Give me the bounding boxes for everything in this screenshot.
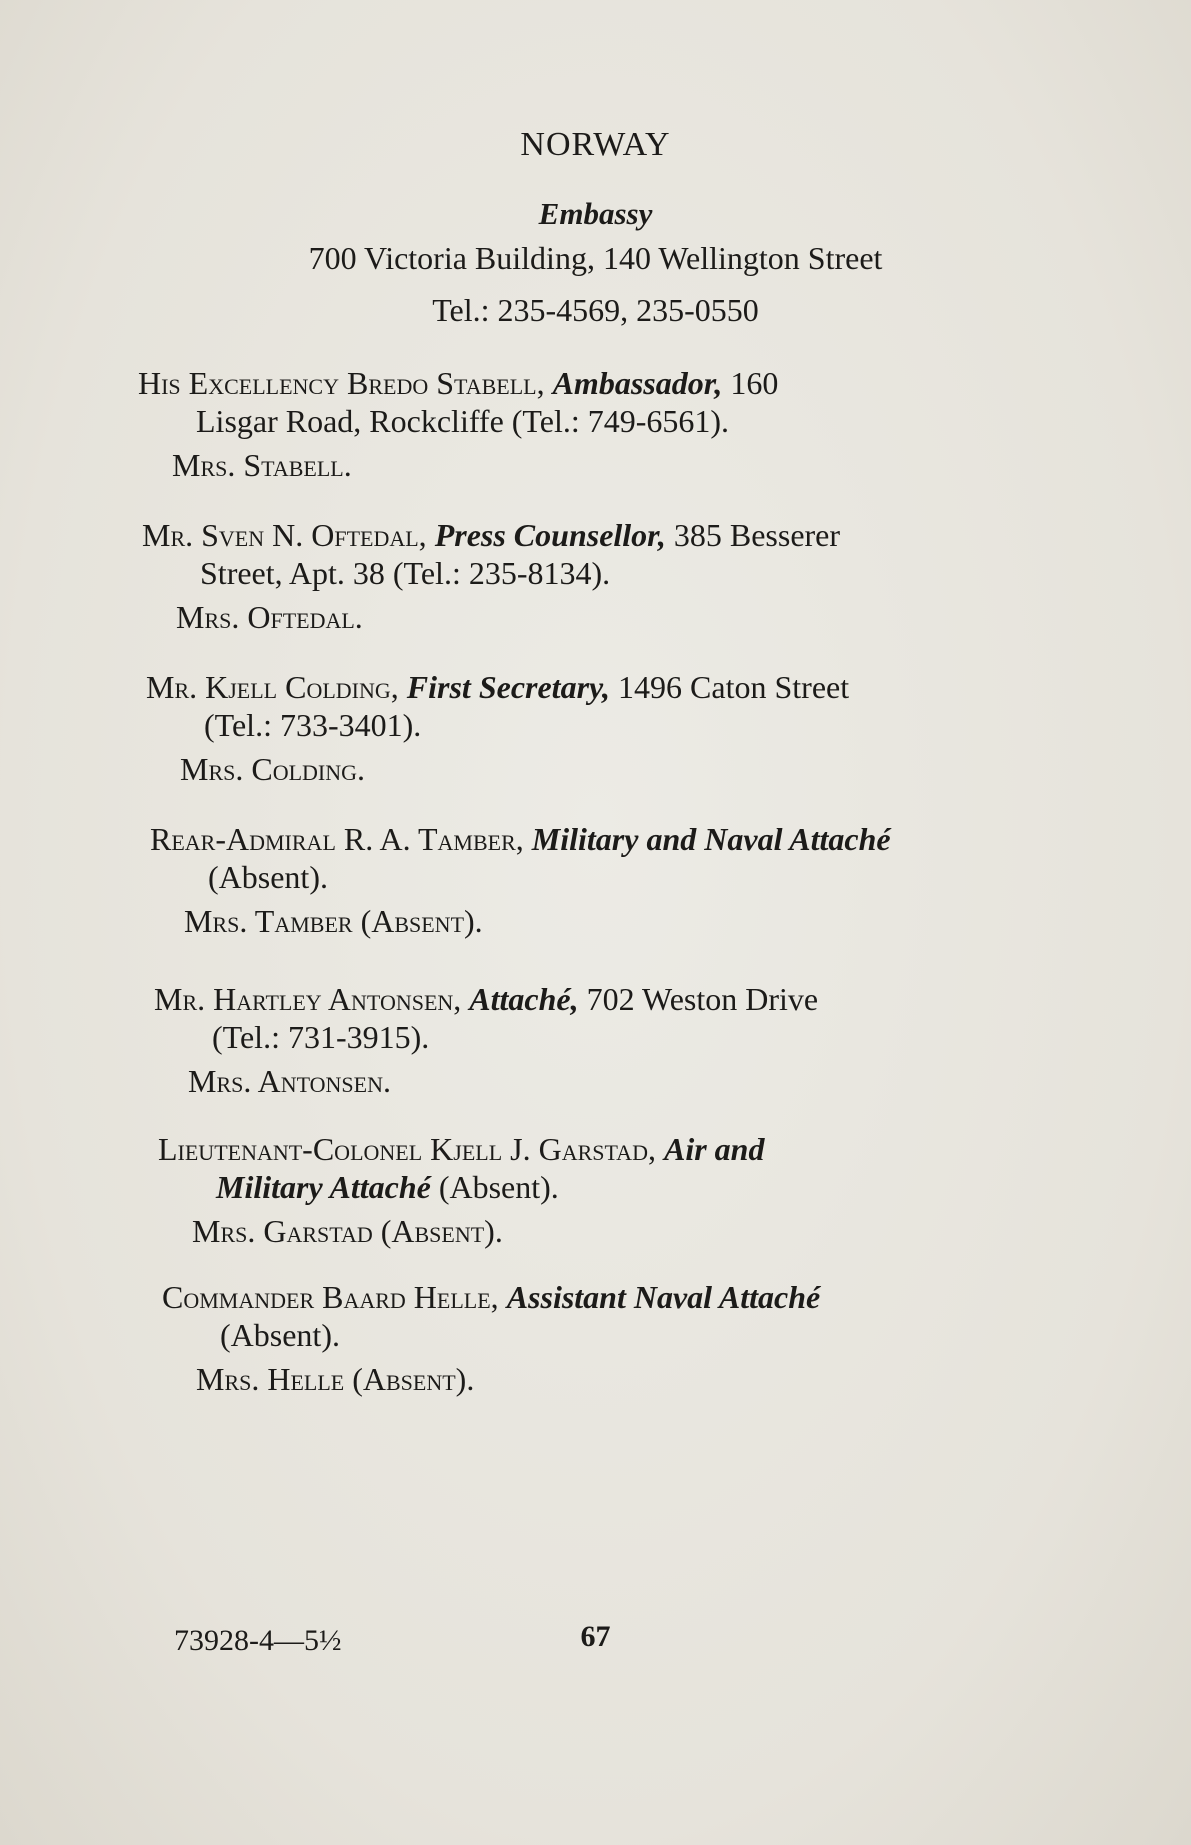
entry-line: [150, 820, 1065, 858]
entry-details-continued: [158, 1168, 1073, 1206]
country-heading: NORWAY: [520, 126, 671, 163]
entry-spouse: Mrs. Oftedal.: [176, 599, 363, 635]
entry-details: 1496 Caton Street: [618, 669, 850, 705]
page-number: 67: [580, 1620, 611, 1653]
section-heading: Embassy: [538, 196, 653, 231]
entry-details-continued: (Tel.: 731-3915).: [212, 1019, 430, 1055]
entry-name: Mr. Kjell Colding,: [146, 669, 399, 705]
directory-entry: [150, 820, 1065, 940]
entry-role: Ambassador,: [552, 365, 723, 401]
entry-line: [154, 980, 1069, 1018]
entry-details-continued: Lisgar Road, Rockcliffe (Tel.: 749-6561).: [196, 403, 730, 439]
entry-details: 385 Besserer: [673, 517, 841, 553]
entry-name: Mr. Hartley Antonsen,: [154, 981, 462, 1017]
entry-name: Rear-Admiral R. A. Tamber,: [150, 821, 524, 857]
entry-role: First Secretary,: [406, 669, 611, 705]
entry-line: [158, 1130, 1073, 1168]
entry-details: 702 Weston Drive: [586, 981, 819, 1017]
entry-role: Assistant Naval Attaché: [506, 1279, 821, 1315]
entry-role: Air and: [663, 1131, 765, 1167]
entry-spouse: Mrs. Antonsen.: [188, 1063, 391, 1099]
entry-name: Mr. Sven N. Oftedal,: [142, 517, 427, 553]
entry-name: His Excellency Bredo Stabell,: [138, 365, 545, 401]
entry-details-continued: (Absent).: [220, 1317, 340, 1353]
embassy-address: 700 Victoria Building, 140 Wellington Street: [308, 240, 883, 276]
entry-details: 160: [730, 365, 779, 401]
print-code: 73928-4—5½: [174, 1624, 342, 1657]
embassy-telephone: Tel.: 235-4569, 235-0550: [432, 292, 759, 328]
entry-details-continued: (Tel.: 733-3401).: [204, 707, 422, 743]
entry-spouse: Mrs. Garstad (Absent).: [192, 1213, 503, 1249]
directory-entry: [162, 1278, 1077, 1398]
entry-spouse: Mrs. Colding.: [180, 751, 366, 787]
entry-line: [146, 668, 1061, 706]
entry-absent: (Absent).: [438, 1169, 559, 1205]
entry-line: [162, 1278, 1077, 1316]
directory-entry: [154, 980, 1069, 1100]
entry-role: Military and Naval Attaché: [531, 821, 891, 857]
entry-spouse: Mrs. Stabell.: [172, 447, 352, 483]
entry-role: Attaché,: [469, 981, 579, 1017]
entry-spouse: Mrs. Tamber (Absent).: [184, 903, 483, 939]
directory-entry: [146, 668, 1061, 788]
directory-entry: [138, 364, 1053, 484]
entry-name: Lieutenant-Colonel Kjell J. Garstad,: [158, 1131, 656, 1167]
directory-entry: [142, 516, 1057, 636]
entry-details-continued: (Absent).: [208, 859, 328, 895]
entry-line: [138, 364, 1053, 402]
directory-entry: [158, 1130, 1073, 1250]
entry-line: [142, 516, 1057, 554]
entry-spouse: Mrs. Helle (Absent).: [196, 1361, 475, 1397]
entry-role-continued: Military Attaché: [216, 1169, 431, 1205]
entry-details-continued: Street, Apt. 38 (Tel.: 235-8134).: [200, 555, 611, 591]
entry-name: Commander Baard Helle,: [162, 1279, 499, 1315]
entry-role: Press Counsellor,: [434, 517, 666, 553]
